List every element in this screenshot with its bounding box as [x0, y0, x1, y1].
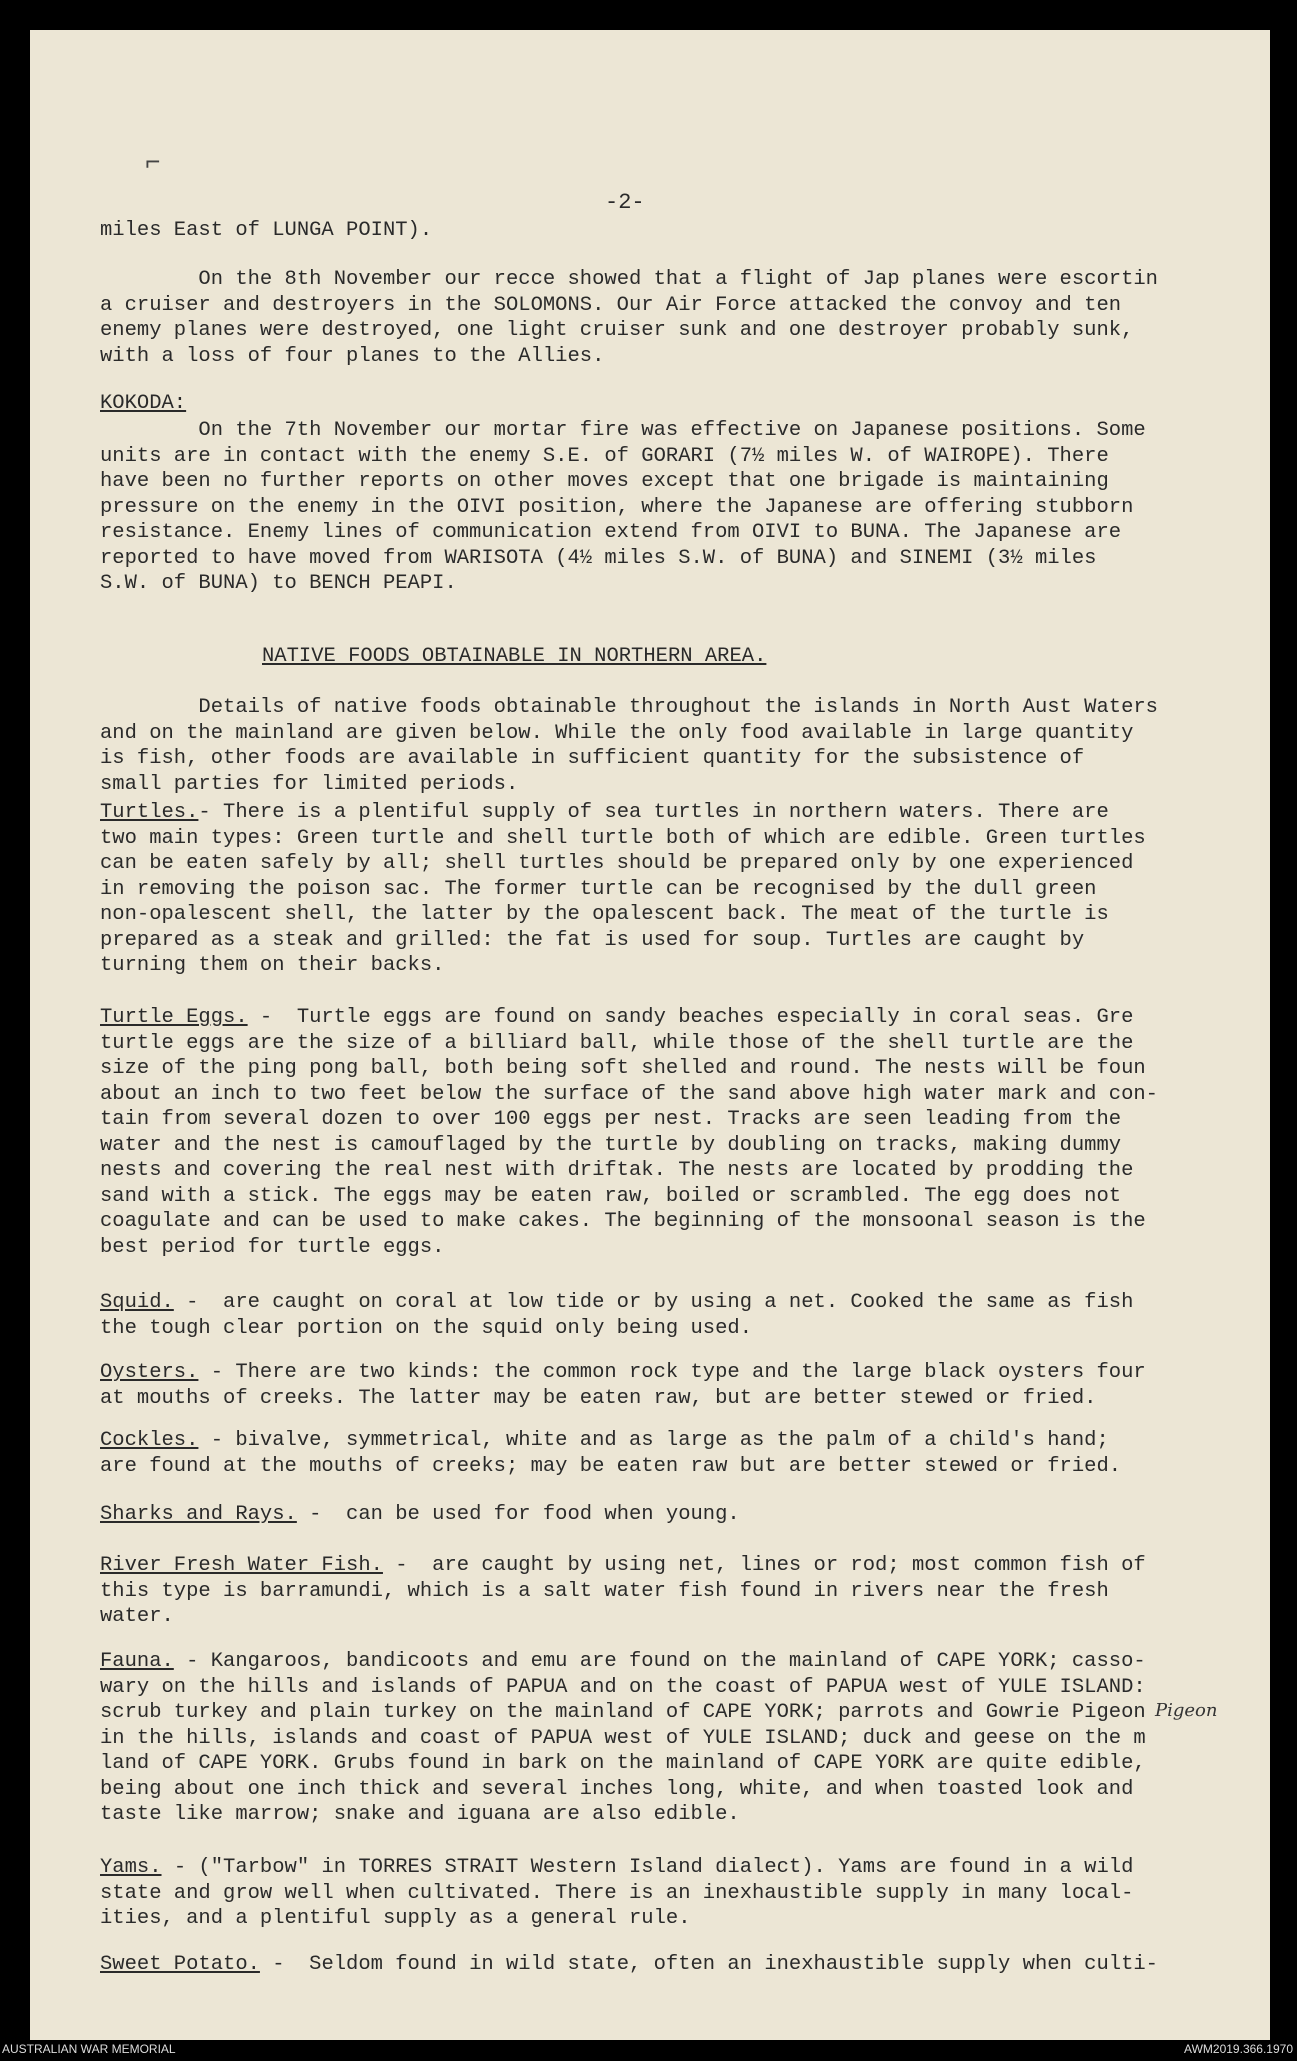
page-number: -2- — [605, 190, 645, 215]
river-fish-body: - are caught by using net, lines or rod; most common fish of this type is barramundi, which is a salt water fish found in rivers near the fresh water. — [100, 1554, 1146, 1628]
oysters-heading: Oysters. — [100, 1361, 199, 1384]
footer-reference: AWM2019.366.1970 — [1184, 2042, 1293, 2056]
yams-heading: Yams. — [100, 1856, 162, 1879]
river-fish-heading: River Fresh Water Fish. — [100, 1554, 383, 1577]
paragraph-kokoda: On the 7th November our mortar fire was effective on Japanese positions. Some units are in contact with the enemy S.E. of GORARI (7½ miles W. of WAIROPE). There have been no further reports on other moves except that one brigade is maintaining pressure on the enemy in the OIVI position, where the Japanese are offering stubborn resistance. Enemy lines of communication extend from OIVI to BUNA. The Japanese are reported to have moved from WARISOTA (4½ miles S.W. of BUNA) and SINEMI (3½ miles S.W. of BUNA) to BENCH PEAPI. — [100, 419, 1146, 595]
paragraph-squid — [100, 1290, 1210, 1341]
sweet-potato-body: - Seldom found in wild state, often an inexhaustible supply when culti- — [259, 1953, 1158, 1976]
section-title: NATIVE FOODS OBTAINABLE IN NORTHERN AREA. — [262, 645, 767, 668]
paragraph-sharks — [100, 1502, 1210, 1528]
turtles-body: - There is a plentiful supply of sea turtles in northern waters. There are two main types: Green turtle and shell turtle both of which are edible. Green turtles can be eaten safely by all; shell turtles should be prepared only by one experienced in removing the poison sac. The former turtle can be recognised by the dull green non-opalescent shell, the latter by the opalescent back. The meat of the turtle is prepared as a steak and grilled: the fat is used for soup. Turtles are caught by turning them on their backs. — [100, 801, 1146, 977]
paragraph-fauna — [100, 1649, 1210, 1828]
footer-institution: AUSTRALIAN WAR MEMORIAL — [2, 2042, 176, 2056]
oysters-body: - There are two kinds: the common rock type and the large black oysters four at mouths of creeks. The latter may be eaten raw, but are better stewed or fried. — [100, 1361, 1146, 1410]
paragraph-intro: Details of native foods obtainable throughout the islands in North Aust Waters and on the mainland are given below. While the only food available in large quantity is fish, other foods are available in sufficient quantity for the subsistence of small parties for limited periods. — [100, 696, 1158, 796]
paragraph-turtle-eggs — [100, 1005, 1210, 1260]
sweet-potato-heading: Sweet Potato. — [100, 1953, 260, 1976]
paragraph-yams — [100, 1855, 1210, 1932]
turtle-eggs-body: - Turtle eggs are found on sandy beaches especially in coral seas. Gre turtle eggs are the size of a billiard ball, while those of the shell turtle are the size of the ping pong ball, both being soft shelled and round. The nests will be foun about an inch to two feet below the surface of the sand above high water mark and con- tain from several dozen to over 100 eggs per nest. Tracks are seen leading from the water and the nest is camouflaged by the turtle by doubling on tracks, making dummy nests and covering the real nest with driftak. The nests are located by prodding the sand with a stick. The eggs may be eaten raw, boiled or scrambled. The egg does not coagulate and can be used to make cakes. The beginning of the monsoonal season is the best period for turtle eggs. — [100, 1006, 1158, 1259]
cockles-body: - bivalve, symmetrical, white and as large as the palm of a child's hand; are found at the mouths of creeks; may be eaten raw but are better stewed or fried. — [100, 1429, 1122, 1478]
turtle-eggs-heading: Turtle Eggs. — [100, 1006, 248, 1029]
sharks-body: - can be used for food when young. — [296, 1503, 740, 1526]
paragraph-oysters — [100, 1360, 1210, 1411]
turtles-heading: Turtles. — [100, 801, 199, 824]
paragraph-cockles — [100, 1428, 1210, 1479]
handwritten-correction: Pigeon — [1155, 1700, 1218, 1721]
document-page — [30, 30, 1270, 2040]
paragraph-continuation: miles East of LUNGA POINT). — [100, 219, 433, 242]
yams-body: - ("Tarbow" in TORRES STRAIT Western Island dialect). Yams are found in a wild state and grow well when cultivated. There is an inexhaustible supply in many local- ities, and a plentiful supply as a general rule. — [100, 1856, 1134, 1930]
squid-heading: Squid. — [100, 1291, 174, 1314]
kokoda-heading: KOKODA: — [100, 392, 187, 415]
fauna-body: - Kangaroos, bandicoots and emu are found on the mainland of CAPE YORK; casso- wary on the hills and islands of PAPUA and on the coast of PAPUA west of YULE ISLAND: scrub turkey and plain turkey on the mainland of CAPE YORK; parrots and Gowrie Pigeon in the hills, islands and coast of PAPUA west of YULE ISLAND; duck and geese on the m land of CAPE YORK. Grubs found in bark on the mainland of CAPE YORK are quite edible, being about one inch thick and several inches long, white, and when toasted look and taste like marrow; snake and iguana are also edible. — [100, 1650, 1146, 1826]
paragraph-solomons: On the 8th November our recce showed that a flight of Jap planes were escortin a cruiser and destroyers in the SOLOMONS. Our Air Force attacked the convoy and ten enemy planes were destroyed, one light cruiser sunk and one destroyer probably sunk, with a loss of four planes to the Allies. — [100, 268, 1158, 368]
paragraph-river-fish — [100, 1553, 1210, 1630]
paragraph-sweet-potato — [100, 1952, 1210, 1978]
squid-body: - are caught on coral at low tide or by using a net. Cooked the same as fish the tough clear portion on the squid only being used. — [100, 1291, 1134, 1340]
paragraph-turtles — [100, 800, 1210, 979]
fauna-heading: Fauna. — [100, 1650, 174, 1673]
sharks-heading: Sharks and Rays. — [100, 1503, 297, 1526]
punch-mark: ⌐ — [145, 148, 161, 178]
cockles-heading: Cockles. — [100, 1429, 199, 1452]
